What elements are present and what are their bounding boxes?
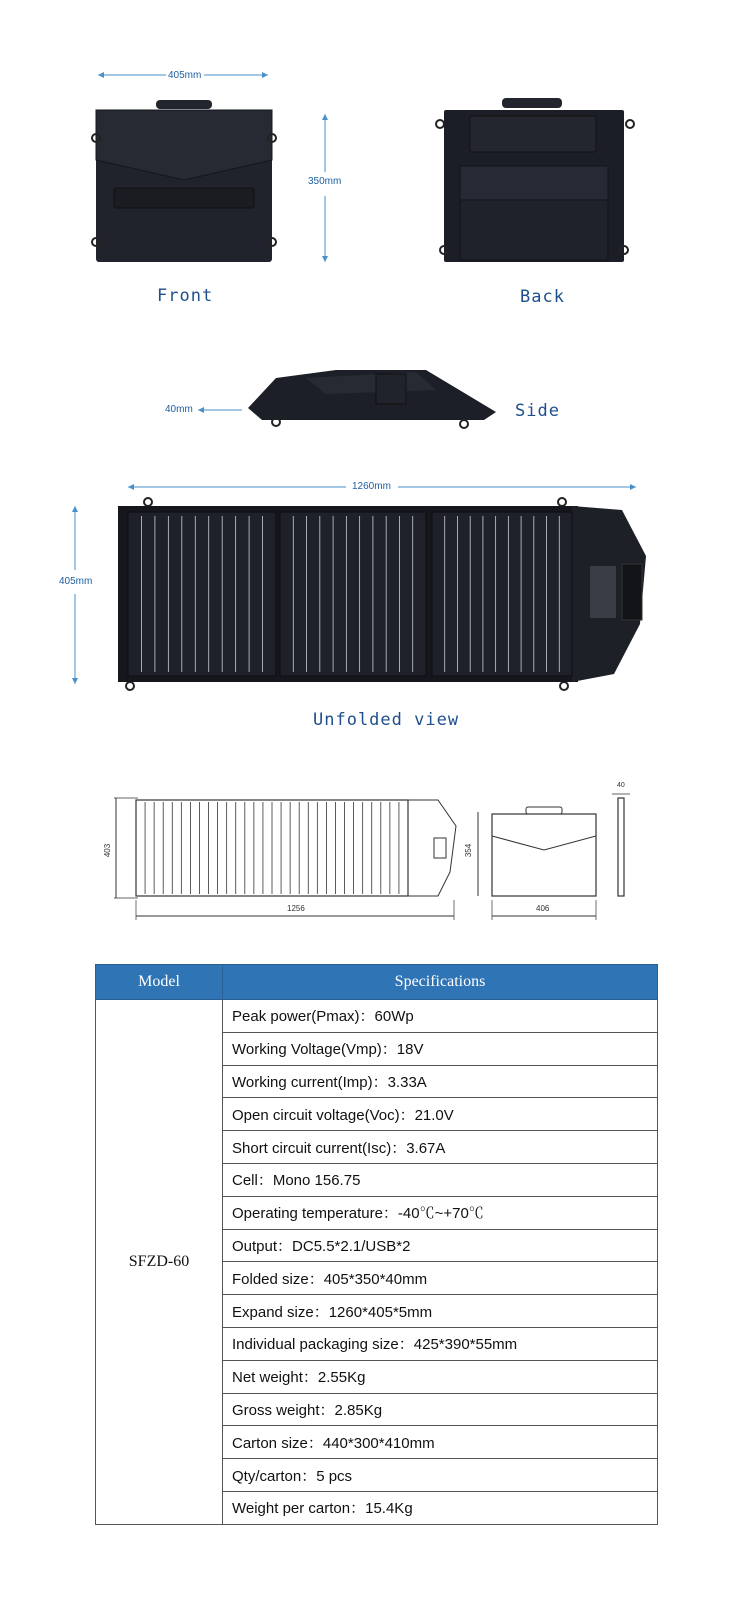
side-bag-image — [246, 364, 506, 434]
spec-cell: Working current(Imp)：3.33A — [223, 1065, 658, 1098]
spec-cell: Short circuit current(Isc)：3.67A — [223, 1131, 658, 1164]
front-height-dimension — [318, 112, 332, 264]
drawing-panel-width: 1256 — [287, 904, 305, 913]
spec-cell: Operating temperature：-40℃~+70℃ — [223, 1196, 658, 1229]
spec-cell: Cell：Mono 156.75 — [223, 1163, 658, 1196]
spec-cell: Carton size：440*300*410mm — [223, 1426, 658, 1459]
drawing-thickness: 40 — [617, 782, 625, 789]
drawing-folded-height: 354 — [464, 843, 474, 858]
side-thickness-arrow — [196, 404, 246, 416]
unfolded-height-label: 405mm — [59, 576, 93, 587]
side-thickness-label: 40mm — [165, 404, 193, 415]
front-bag-image — [92, 98, 277, 270]
unfolded-solar-panel-image — [114, 496, 654, 692]
spec-table — [95, 964, 658, 1525]
drawing-panel-height: 403 — [103, 843, 113, 858]
spec-cell: Gross weight：2.85Kg — [223, 1393, 658, 1426]
technical-line-drawing — [108, 780, 648, 920]
spec-cell: Output：DC5.5*2.1/USB*2 — [223, 1229, 658, 1262]
back-bag-image — [430, 96, 640, 268]
front-height-label: 350mm — [308, 176, 342, 187]
spec-cell: Folded size：405*350*40mm — [223, 1262, 658, 1295]
spec-cell: Open circuit voltage(Voc)：21.0V — [223, 1098, 658, 1131]
back-caption: Back — [520, 287, 565, 307]
spec-cell: Weight per carton：15.4Kg — [223, 1491, 658, 1524]
header-specifications: Specifications — [223, 965, 658, 1000]
drawing-folded-width: 406 — [536, 904, 550, 913]
model-cell: SFZD-60 — [96, 1000, 223, 1525]
header-model: Model — [96, 965, 223, 1000]
unfolded-caption: Unfolded view — [313, 710, 460, 730]
unfolded-width-label: 1260mm — [352, 481, 391, 492]
table-row — [96, 1000, 658, 1033]
spec-cell: Expand size：1260*405*5mm — [223, 1295, 658, 1328]
front-width-label: 405mm — [168, 70, 202, 81]
unfolded-height-dimension — [68, 504, 82, 686]
spec-cell: Working Voltage(Vmp)：18V — [223, 1032, 658, 1065]
spec-cell: Net weight：2.55Kg — [223, 1360, 658, 1393]
front-caption: Front — [157, 286, 214, 306]
spec-cell: Qty/carton：5 pcs — [223, 1459, 658, 1492]
spec-cell: Individual packaging size：425*390*55mm — [223, 1327, 658, 1360]
side-caption: Side — [515, 401, 560, 421]
spec-cell: Peak power(Pmax)：60Wp — [223, 1000, 658, 1033]
